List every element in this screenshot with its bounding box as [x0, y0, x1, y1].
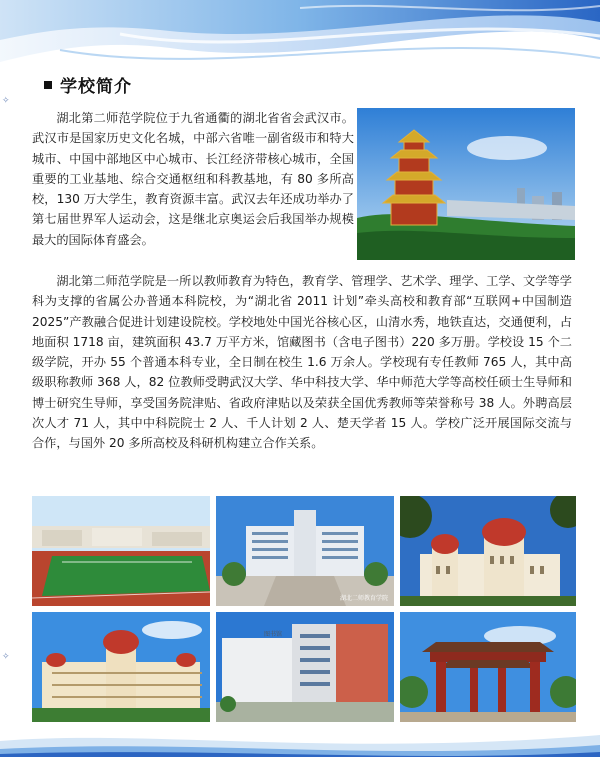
yellow-crane-tower-photo	[357, 108, 575, 260]
footer-wave-band	[0, 717, 600, 757]
campus-palace-building-photo	[32, 612, 210, 722]
campus-stadium-photo	[32, 496, 210, 606]
campus-gate-photo	[400, 612, 576, 722]
intro-paragraph-city: 湖北第二师范学院位于九省通衢的湖北省省会武汉市。武汉市是国家历史文化名城，中部六省唯一副省级市和特大城市、中国中部地区中心城市、长江经济带核心城市，全国重要的工业基地、综合交通枢纽和科教基地，有 80 多所高校，130 万大学生，教育资源丰富。武汉去年还成功举办了第七届世界军人运动会，这是继北京奥运会后我国举办规模最大的国际体育盛会。	[32, 111, 354, 247]
campus-main-building-photo	[216, 496, 394, 606]
campus-library-photo	[216, 612, 394, 722]
photo-watermark: 湖北二师教育学院	[340, 595, 389, 602]
section-heading	[44, 72, 132, 97]
library-sign: 图书馆	[264, 631, 283, 638]
intro-paragraph-college: 湖北第二师范学院是一所以教师教育为特色，教育学、管理学、艺术学、理学、工学、文学等学科为支撑的省属公办普通本科院校，为“湖北省 2011 计划”牵头高校和教育部“互联网+中国制造 2025”产教融合促进计划建设院校。学校地处中国光谷核心区，山清水秀，地铁直达，交通便利，占地面积 1718 亩，建筑面积 43.7 万平方米，馆藏图书（含电子图书）220 多万册。学校设 15 个二级学院，开办 55 个普通本科专业，全日制在校生 1.6 万余人。学校现有专任教师 765 人，其中高级职称教师 368 人，82 位教师受聘武汉大学、华中科技大学、华中师范大学等高校任硕士生导师和博士研究生导师，享受国务院津贴、省政府津贴以及荣获全国优秀教师等荣誉称号 38 人。外聘高层次人才 71 人，其中中科院院士 2 人、千人计划 2 人、楚天学者 15 人。学校广泛开展国际交流与合作，与国外 20 多所高校及科研机构建立合作关系。	[32, 274, 572, 451]
margin-mark: ✧	[2, 652, 10, 662]
section-title: 学校简介	[60, 77, 132, 97]
margin-mark: ✧	[2, 96, 10, 106]
campus-domed-building-photo	[400, 496, 576, 606]
bullet-square-icon	[44, 81, 52, 89]
